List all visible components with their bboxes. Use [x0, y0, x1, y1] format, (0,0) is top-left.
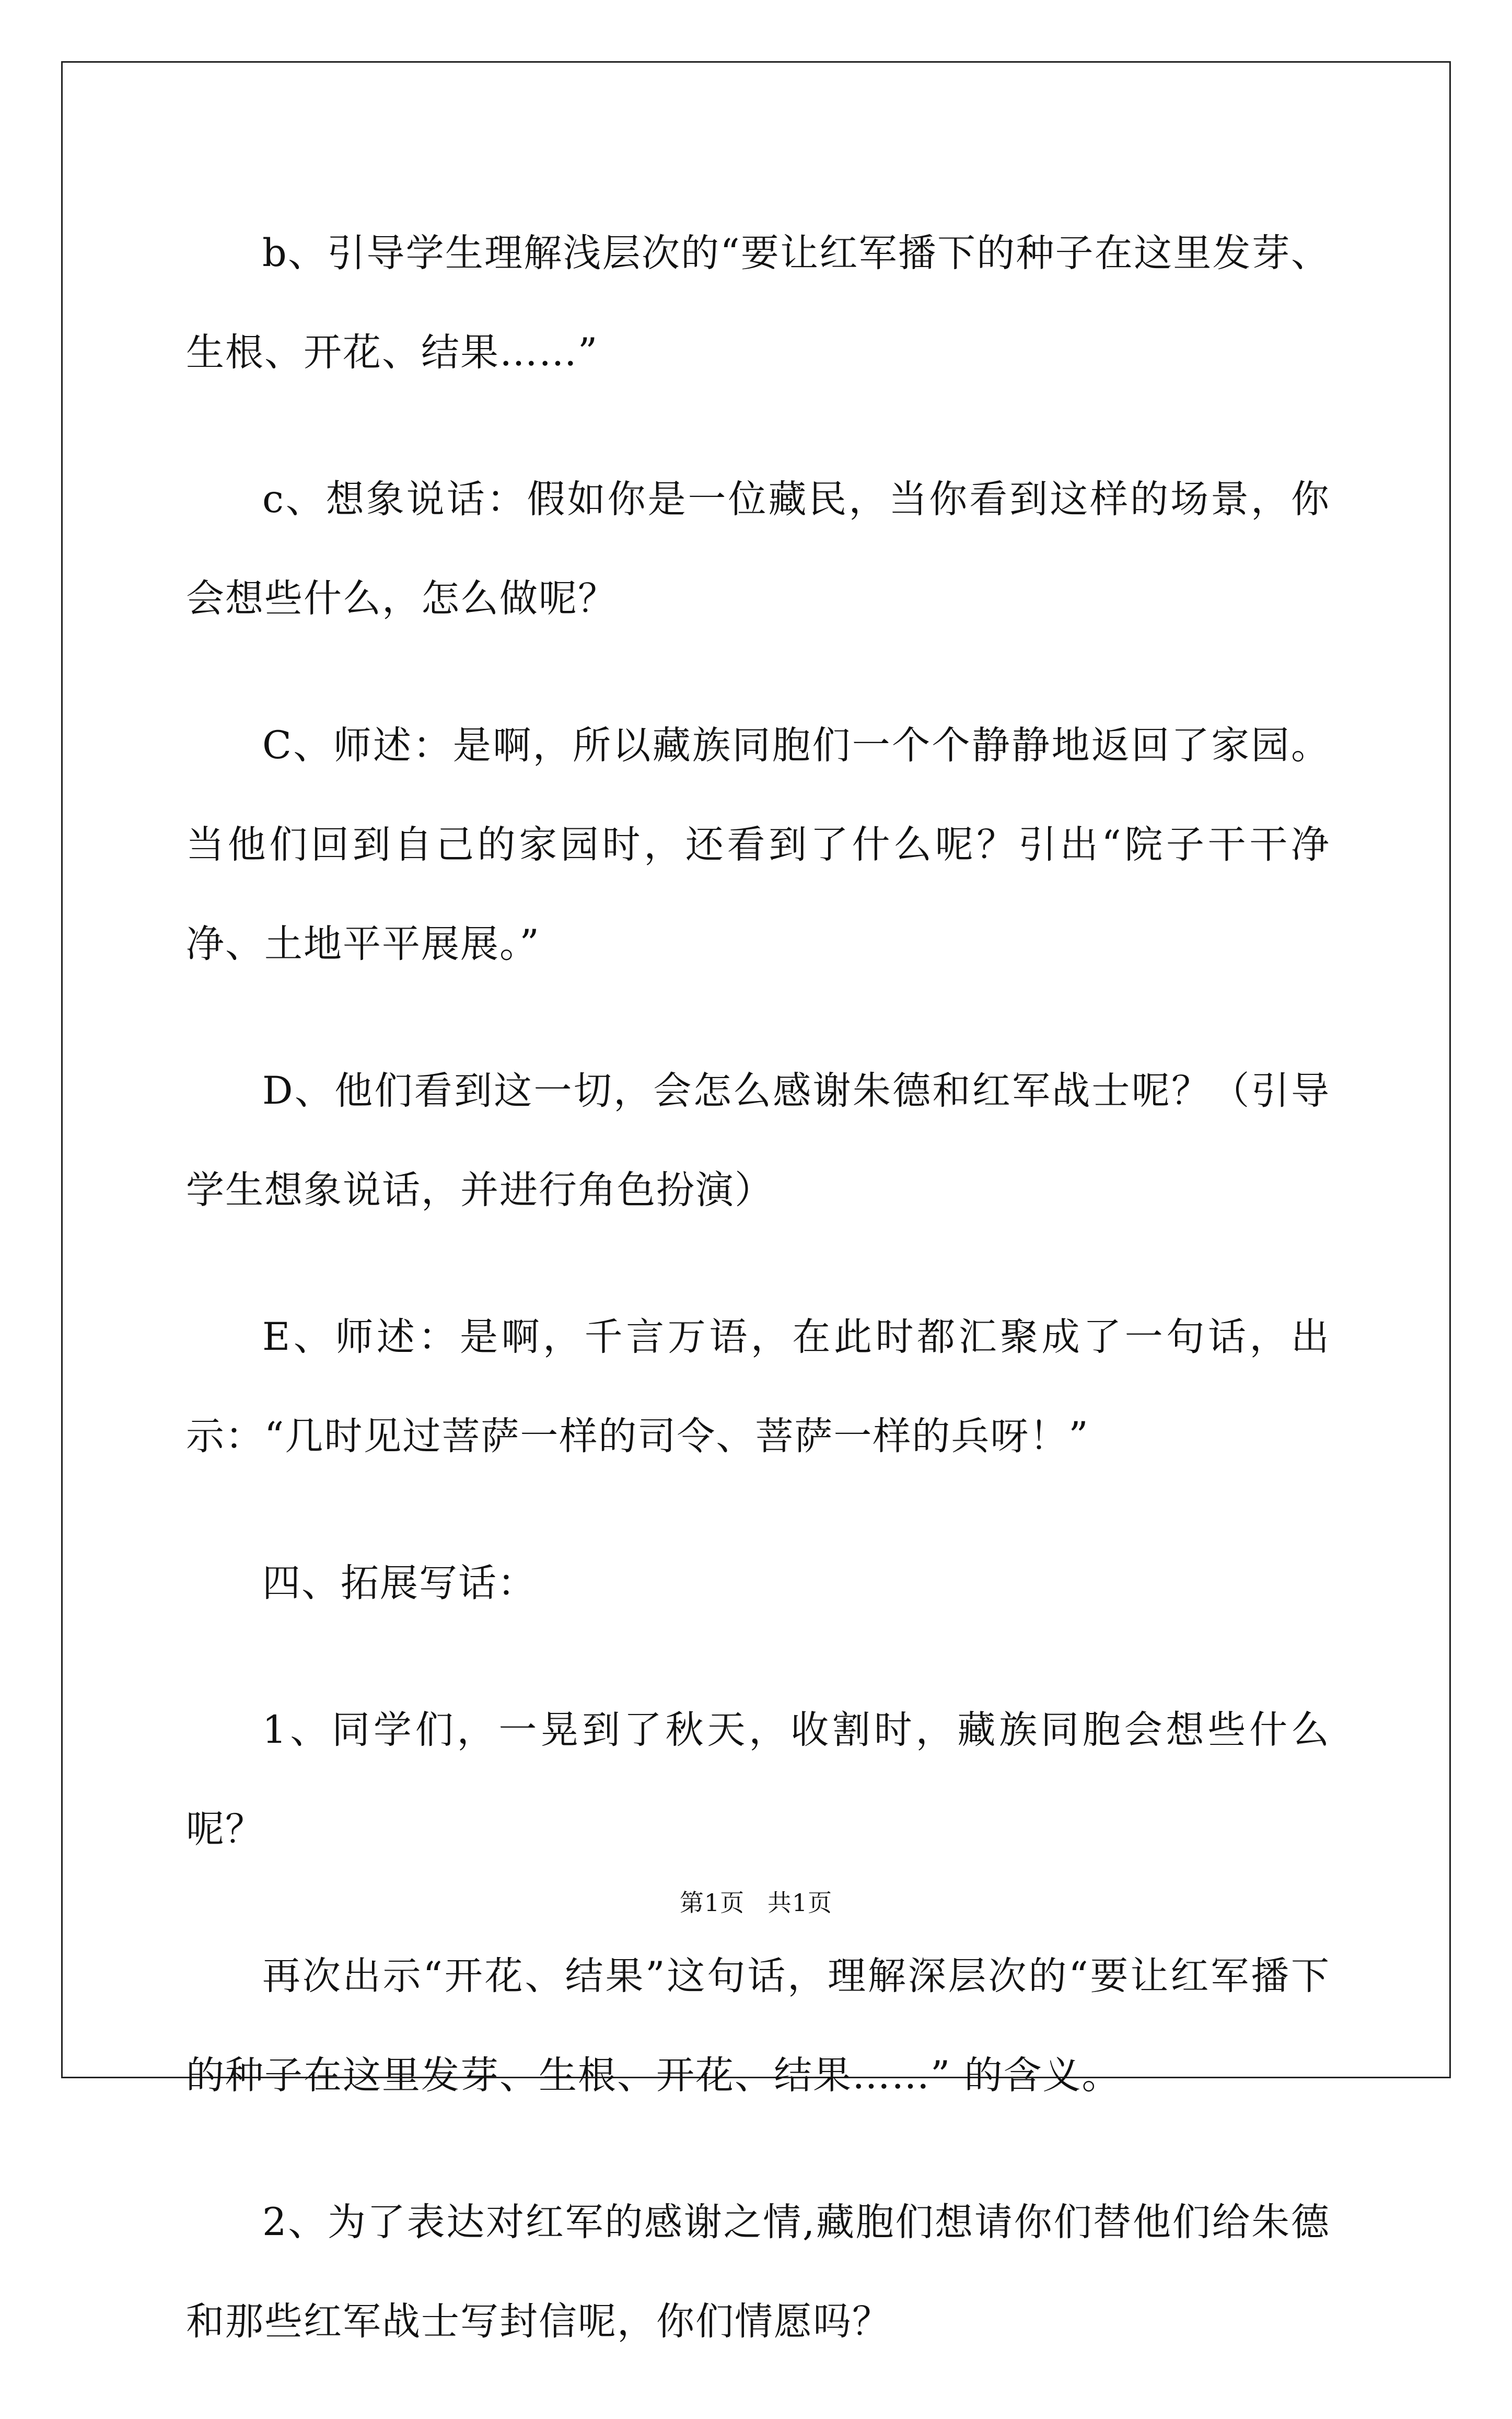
- page-footer: [0, 1884, 1512, 1918]
- page-number: 第1页: [679, 1889, 745, 1917]
- page-total: 共1页: [767, 1889, 833, 1917]
- paragraph-E: E、师述：是啊，千言万语，在此时都汇聚成了一句话，出示：“几时见过菩萨一样的司令、菩萨一样的兵呀！”: [186, 1315, 1330, 1459]
- paragraph-C: C、师述：是啊，所以藏族同胞们一个个静静地返回了家园。当他们回到自己的家园时，还看到了什么呢？引出“院子干干净净、土地平平展展。”: [186, 723, 1330, 966]
- paragraph-repeat-show: 再次出示“开花、结果”这句话，理解深层次的“要让红军播下的种子在这里发芽、生根、开花、结果……” 的含义。: [186, 1954, 1330, 2098]
- paragraph-2: 2、为了表达对红军的感谢之情,藏胞们想请你们替他们给朱德和那些红军战士写封信呢，你们情愿吗？: [186, 2200, 1330, 2344]
- document-body: [186, 204, 1330, 2419]
- paragraph-1: 1、同学们，一晃到了秋天，收割时，藏族同胞会想些什么呢？: [186, 1708, 1330, 1851]
- paragraph-D: D、他们看到这一切，会怎么感谢朱德和红军战士呢？（引导学生想象说话，并进行角色扮演）: [186, 1069, 1330, 1212]
- paragraph-b: b、引导学生理解浅层次的“要让红军播下的种子在这里发芽、生根、开花、结果……”: [186, 231, 1330, 375]
- section-heading-extend-writing: 四、拓展写话：: [262, 1561, 537, 1605]
- paragraph-c: c、想象说话：假如你是一位藏民，当你看到这样的场景，你会想些什么，怎么做呢？: [186, 477, 1330, 621]
